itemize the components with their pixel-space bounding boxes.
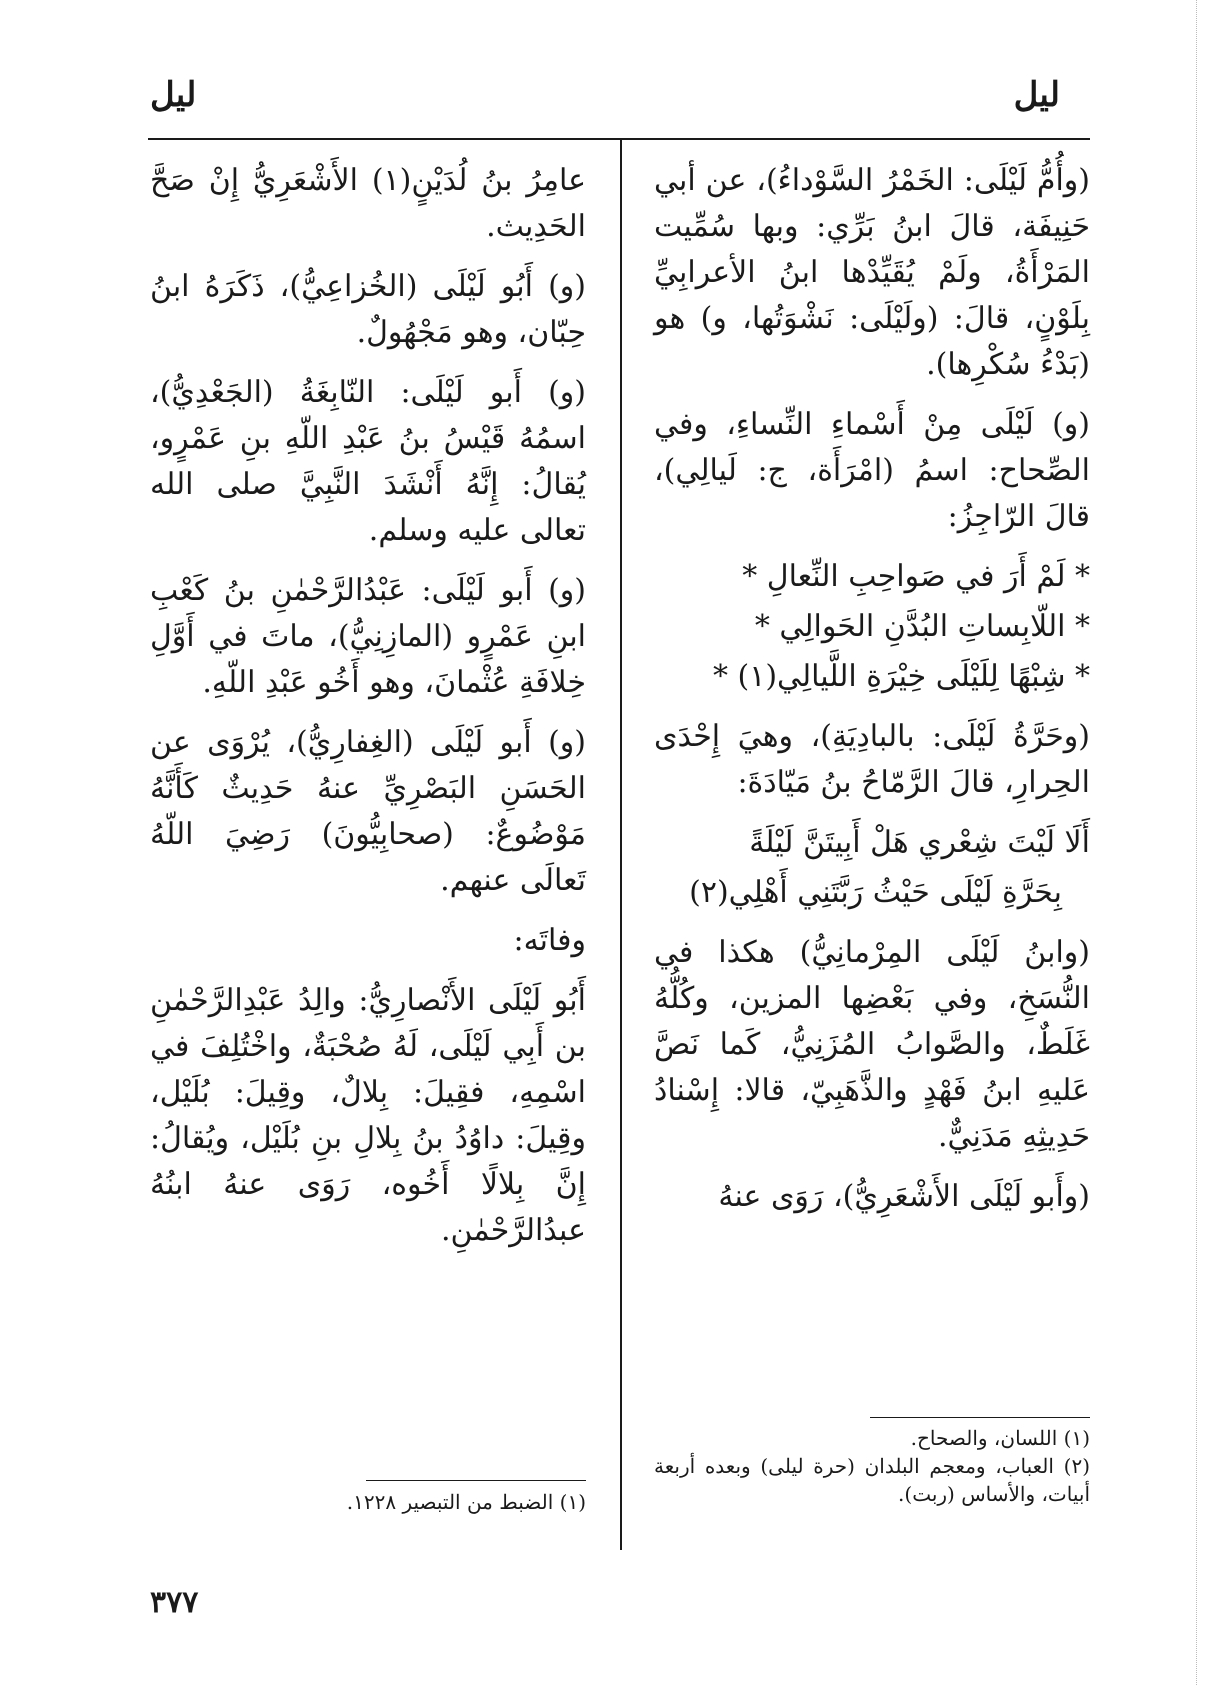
footnote: (١) اللسان، والصحاح. [910,1426,1090,1450]
page-number: ٣٧٧ [150,1585,199,1620]
entry-paragraph: (وأَبو لَيْلَى الأَشْعَرِيُّ)، رَوَى عنهُ [718,1179,1090,1214]
verse-line: * شِبْهًا لِلَيْلَى خِيْرَةِ اللَّيالِي(١) * [712,659,1090,694]
entry-paragraph: (وأُمُّ لَيْلَى: الخَمْرُ السَّوْداءُ)، عن أبي حَنِيفَة، قالَ ابنُ بَرِّي: وبها سُمِّيت المَرْأَةُ، ولَمْ يُقَيِّدْها ابنُ الأعرابِيِّ بِلَوْنٍ، قالَ: (ولَيْلَى: نَشْوَتُها، و) هو (بَدْءُ سُكْرِها). [654,163,1090,382]
footnote: (١) الضبط من التبصير ١٢٢٨. [346,1490,586,1514]
footnotes-right [654,1424,1090,1508]
entry-paragraph: (و) أَبو لَيْلَى: عَبْدُالرَّحْمٰنِ بنُ كَعْبِ ابنِ عَمْرٍو (المازِنِيُّ)، ماتَ في أَوَّلِ خِلافَةِ عُثْمانَ، وهو أَخُو عَبْدِ اللّهِ. [150,573,586,700]
entry-paragraph: (وحَرَّةُ لَيْلَى: بالبادِيَةِ)، وهيَ إِحْدَى الحِرارِ، قالَ الرَّمّاحُ بنُ مَيّادَةَ: [654,719,1090,800]
footnote-rule-right [870,1417,1090,1418]
header-word-right: ليل [1013,75,1060,115]
footnote-rule-left [366,1480,586,1481]
poem-line: أَلَا لَيْتَ شِعْري هَلْ أَبِيتَنَّ لَيْلَةً [749,825,1090,860]
verse-line: * لَمْ أَرَ في صَواحِبِ النِّعالِ * [742,559,1090,594]
footnotes-left [150,1488,586,1516]
footnote: (٢) العباب، ومعجم البلدان (حرة ليلى) وبعده أربعة أبيات، والأساس (ربت). [654,1454,1090,1506]
entry-paragraph: أَبُو لَيْلَى الأَنْصارِيُّ: والِدُ عَبْدِالرَّحْمٰنِ بن أَبِي لَيْلَى، لَهُ صُحْبَةٌ، واخْتُلِفَ في اسْمِهِ، فقِيلَ: بِلالٌ، وقِيلَ: بُلَيْل، وقِيلَ: داوُدُ بنُ بِلالِ بنِ بُلَيْل، ويُقالُ: إِنَّ بِلالًا أَخُوه، رَوَى عنهُ ابنُهُ عبدُالرَّحْمٰنِ. [150,983,586,1248]
poem-line: بِحَرَّةِ لَيْلَى حَيْثُ رَبَّتَنِي أَهْلِي(٢) [689,875,1062,910]
column-divider [620,140,622,1550]
poem-lines [654,820,1090,916]
verse-line: * اللّابِساتِ البُدَّنِ الحَوالِي * [754,609,1090,644]
rajaz-verses [654,554,1090,700]
page-edge-dots [1196,0,1197,1685]
entry-paragraph: (و) أَبو لَيْلَى (الغِفارِيُّ)، يُرْوَى عن الحَسَنِ البَصْرِيِّ عنهُ حَدِيثٌ كَأَنَّهُ مَوْضُوعٌ: (صحابِيُّونَ) رَضِيَ اللّهُ تَعالَى عنهم. [150,725,586,898]
entry-paragraph: (و) لَيْلَى مِنْ أَسْماءِ النِّساءِ، وفي الصِّحاح: اسمُ (امْرَأَة، ج: لَيالِي)، قالَ الرّاجِزُ: [654,407,1090,534]
entry-paragraph: (و) أَبو لَيْلَى: النّابِغَةُ (الجَعْدِيُّ)، اسمُهُ قَيْسُ بنُ عَبْدِ اللّهِ بنِ عَمْرٍو، يُقالُ: إِنَّهُ أَنْشَدَ النَّبِيَّ صلى الله تعالى عليه وسلم. [150,375,586,548]
header-rule [148,138,1090,140]
entry-paragraph: (و) أَبُو لَيْلَى (الخُزاعِيُّ)، ذَكَرَهُ ابنُ حِبّان، وهو مَجْهُولٌ. [150,269,586,350]
entry-paragraph: (وابنُ لَيْلَى المِرْمانِيُّ) هكذا في النُّسَخِ، وفي بَعْضِها المزين، وكُلُّهُ غَلَطٌ، والصَّوابُ المُزَنِيُّ، كَما نَصَّ عَليهِ ابنُ فَهْدٍ والذَّهَبِيّ، قالا: إِسْنادُ حَدِيثِهِ مَدَنِيٌّ. [654,935,1090,1154]
header-word-left: ليل [150,75,197,115]
left-column [150,158,586,1268]
entry-paragraph: وفاتَه: [513,923,586,958]
entry-paragraph: عامِرُ بنُ لُدَيْنٍ(١) الأَشْعَرِيُّ إِنْ صَحَّ الحَدِيث. [150,163,586,244]
right-column [654,158,1090,1234]
